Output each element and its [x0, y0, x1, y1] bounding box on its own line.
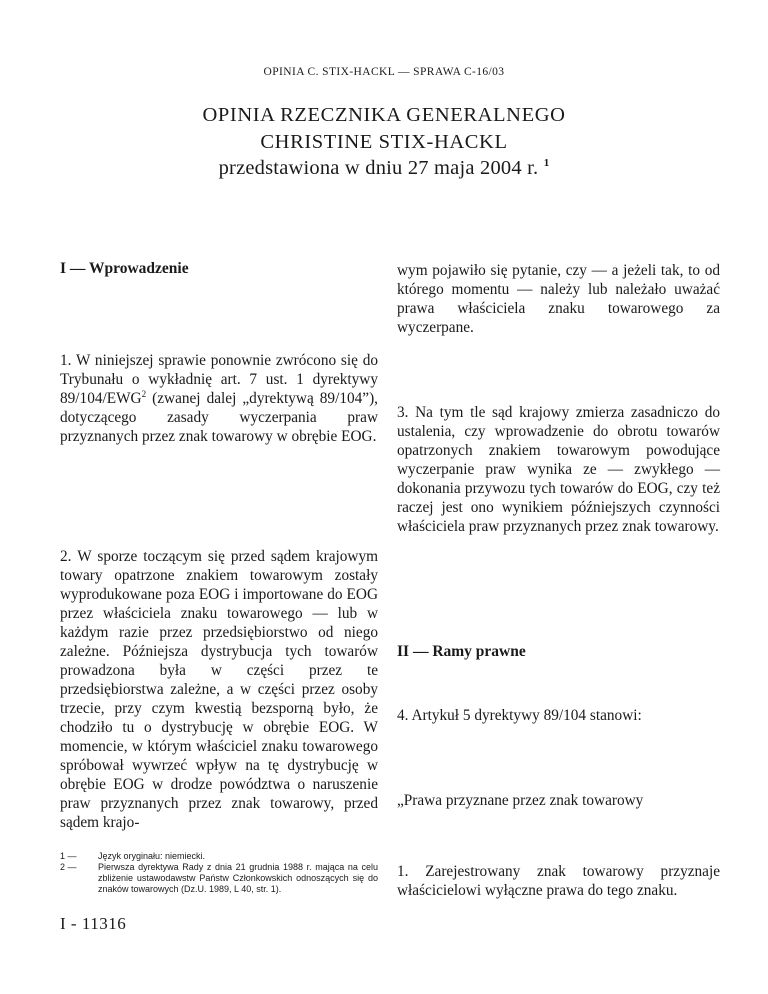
footnote-number: 2 — — [60, 862, 77, 872]
title-line-2: CHRISTINE STIX-HACKL — [260, 131, 508, 153]
title-date: przedstawiona w dniu 27 maja 2004 r. — [218, 157, 539, 179]
footnote-1 — [60, 851, 378, 862]
footnote-ref-2: 2 — [141, 388, 147, 399]
paragraph-3: 3. Na tym tle sąd krajowy zmierza zasadniczo do ustalenia, czy wprowadzenie do obrotu towarów opatrzonych znakiem towarowym powodujące wyczerpanie praw wynika ze — zwykłego — dokonania przywozu tych towarów do EOG, czy też raczej jest ono wynikiem późniejszych czynności właściciela praw przyznanych przez znak towarowy. — [397, 404, 720, 535]
paragraph-4: 4. Artykuł 5 dyrektywy 89/104 stanowi: — [397, 707, 642, 724]
title-line-1: OPINIA RZECZNIKA GENERALNEGO — [202, 104, 566, 126]
section-heading-introduction: I — Wprowadzenie — [60, 260, 189, 277]
quote-heading: „Prawa przyznane przez znak towarowy — [397, 792, 644, 809]
paragraph-1-text-a: 1. W niniejszej sprawie ponownie zwrócono się do Trybunału o wykładnię art. 7 ust. 1 dyrektywy 89/104/EWG — [60, 352, 378, 407]
section-heading-legal-framework: II — Ramy prawne — [397, 643, 526, 660]
paragraph-1-text-b: (zwanej dalej „dyrektywą 89/104”), dotyczącego zasady wyczerpania praw przyznanych przez znak towarowy w obrębie EOG. — [60, 390, 378, 445]
footnotes — [60, 851, 378, 895]
quote-item-1: 1. Zarejestrowany znak towarowy przyznaje właścicielowi wyłączne prawa do tego znaku. — [397, 863, 720, 899]
footnote-ref-1: 1 — [543, 157, 550, 170]
page-number: I - 11316 — [60, 914, 127, 933]
paragraph-2: 2. W sporze toczącym się przed sądem krajowym towary opatrzone znakiem towarowym zostały wyprodukowane poza EOG i importowane do EOG przez właściciela znaku towarowego — lub w każdym razie przez przedsiębiorstwo od niego zależne. Późniejsza dystrybucja tych towarów prowadzona była w części przez te przedsiębiorstwa zależne, a w części przez osoby trzecie, przy czym kwestią bezsporną było, że chodziło tu o dystrybucję w obrębie EOG. W momencie, w którym właściciel znaku towarowego spróbował wywrzeć wpływ na tę dystrybucję w obrębie EOG w drodze powództwa o naruszenie praw przyznanych przez znak towarowy, przed sądem krajo- — [60, 548, 378, 831]
running-header: OPINIA C. STIX-HACKL — SPRAWA C-16/03 — [263, 66, 505, 78]
footnote-number: 1 — — [60, 851, 77, 861]
title-line-3 — [0, 157, 768, 180]
paragraph-2-continuation: wym pojawiło się pytanie, czy — a jeżeli tak, to od którego momentu — należy lub należało uważać prawa właściciela znaku towarowego za wyczerpane. — [397, 262, 720, 336]
paragraph-1 — [60, 351, 378, 446]
footnote-text: Język oryginału: niemiecki. — [98, 851, 206, 861]
footnote-2 — [60, 862, 378, 895]
footnote-text: Pierwsza dyrektywa Rady z dnia 21 grudnia 1988 r. mająca na celu zbliżenie ustawodawstw Państw Członkowskich odnoszących się do znaków towarowych (Dz.U. 1989, L 40, str. 1). — [98, 862, 378, 894]
